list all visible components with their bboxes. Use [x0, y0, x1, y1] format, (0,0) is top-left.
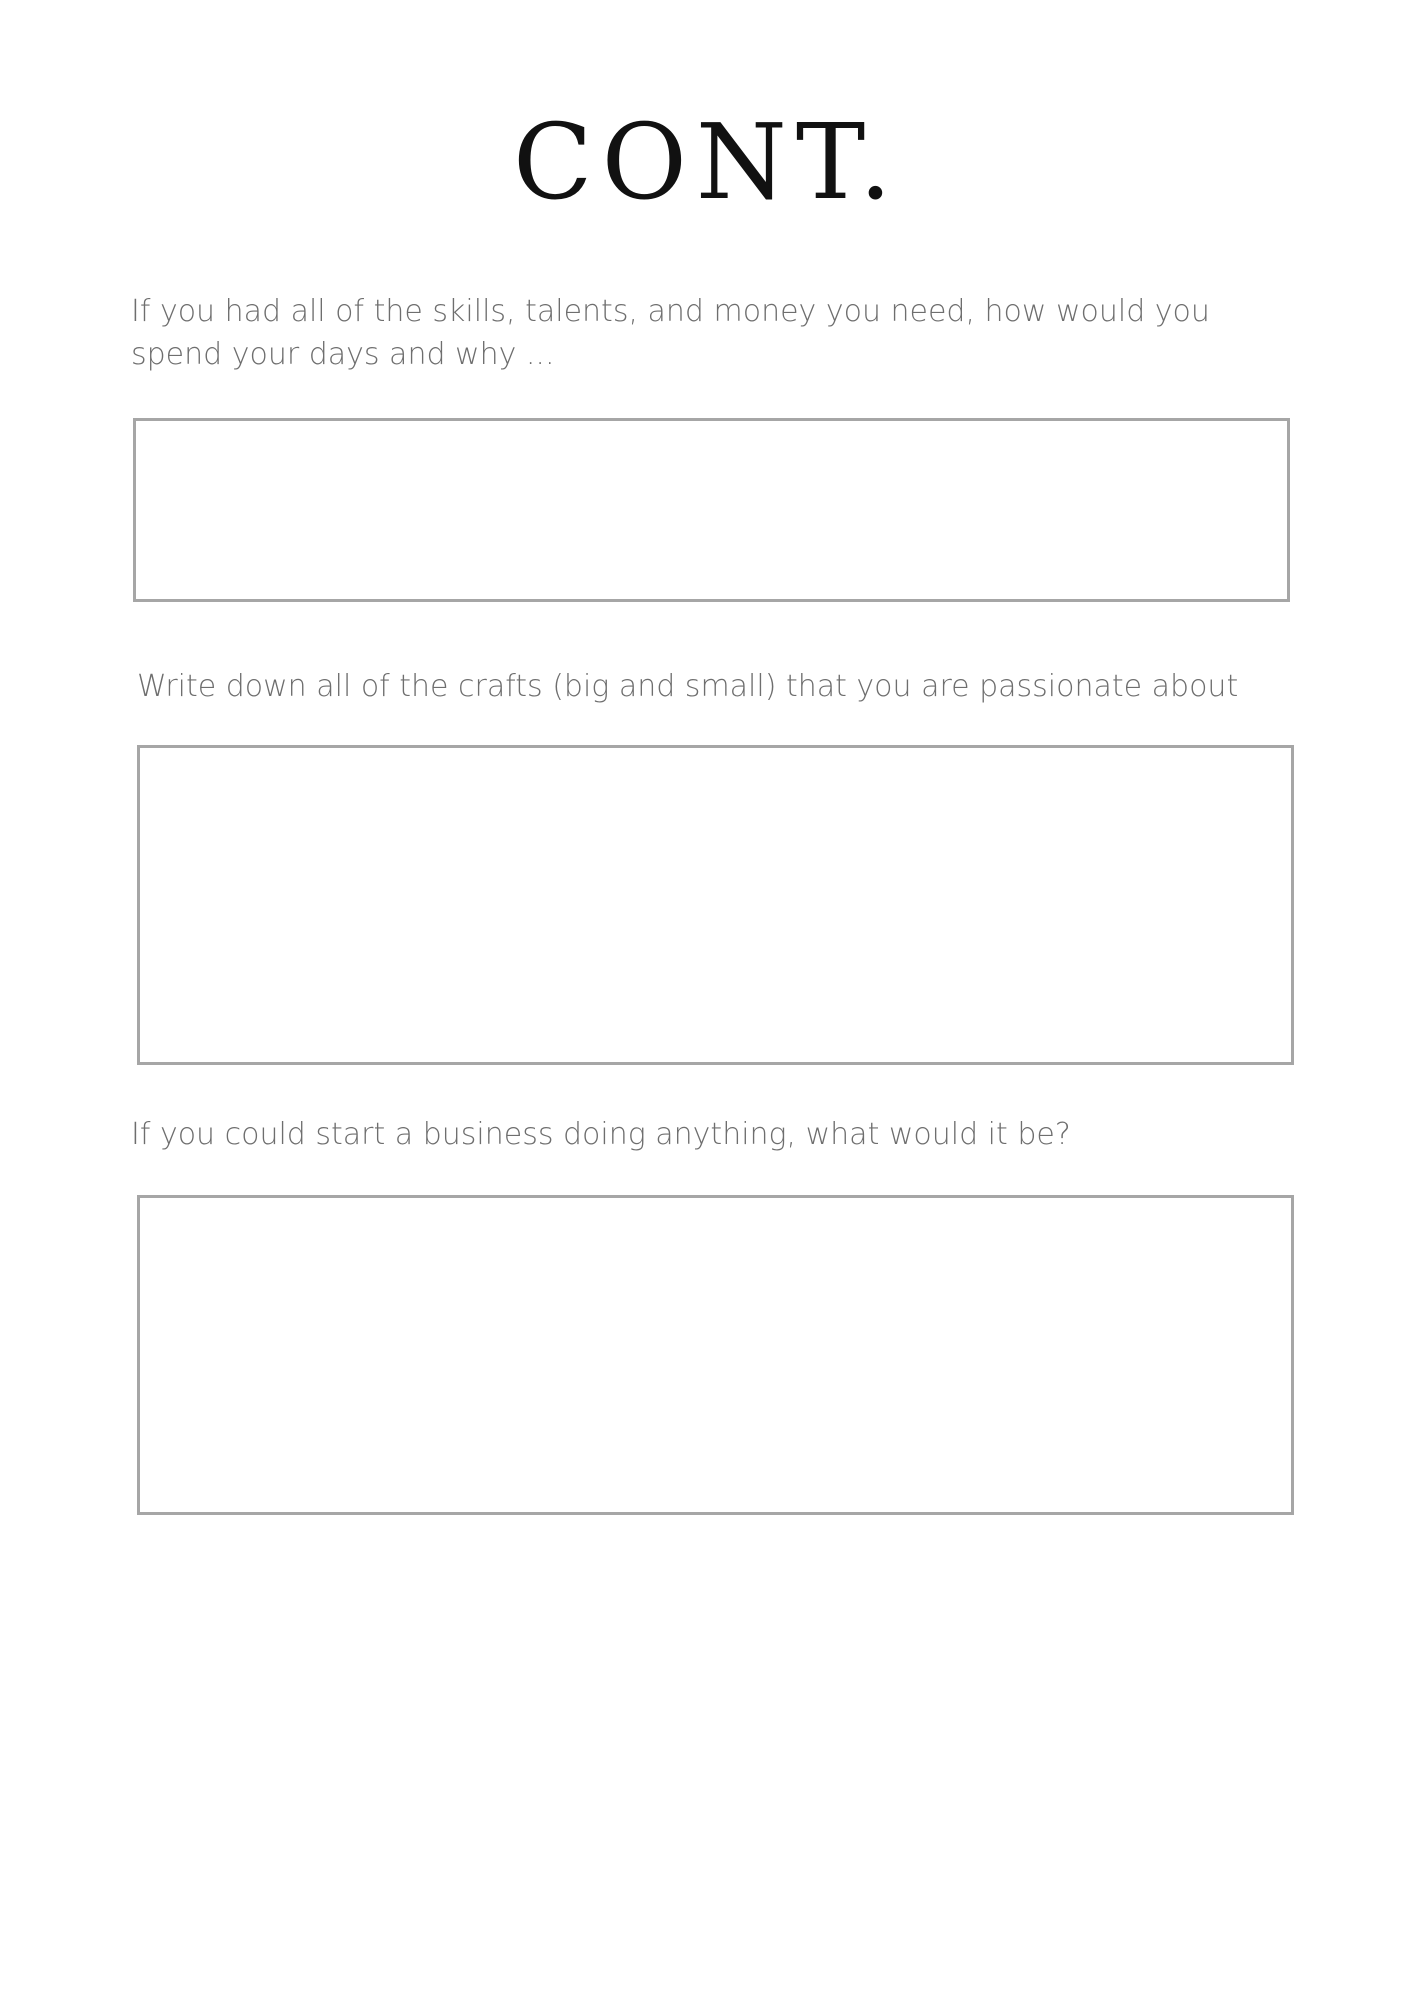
question-2-prompt: Write down all of the crafts (big and small) that you are passionate about — [137, 669, 1239, 704]
question-3-prompt: If you could start a business doing anything, what would it be? — [131, 1117, 1071, 1152]
question-1-prompt: If you had all of the skills, talents, and money you need, how would you spend your days and why ... — [131, 294, 1210, 372]
question-3-answer-box[interactable] — [137, 1195, 1294, 1515]
page-title: CONT. — [513, 101, 901, 223]
question-2-answer-box[interactable] — [137, 745, 1294, 1065]
question-1-answer-box[interactable] — [133, 418, 1290, 602]
